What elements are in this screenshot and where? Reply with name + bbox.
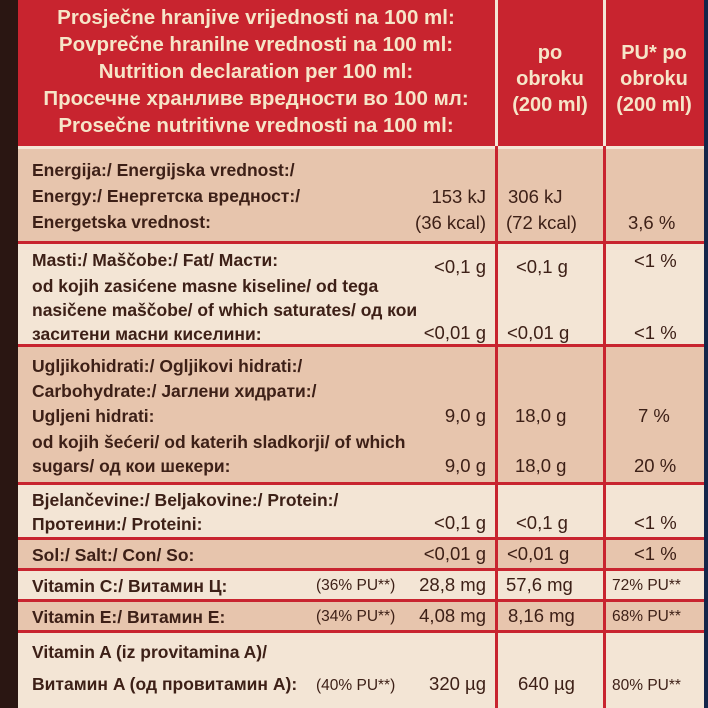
energy-portion-kcal: (72 kcal) bbox=[506, 212, 577, 233]
vitamin-a-label: Vitamin A (iz provitamina A)/ bbox=[32, 642, 267, 662]
nutrition-header bbox=[18, 0, 704, 149]
saturates-pu: <1 % bbox=[634, 322, 677, 343]
fat-portion: <0,1 g bbox=[516, 256, 568, 277]
vitamin-c-label: Vitamin C:/ Витамин Ц: bbox=[32, 576, 228, 596]
vitamin-a-pu: 80% PU** bbox=[612, 677, 681, 694]
row-divider bbox=[18, 537, 704, 540]
row-divider bbox=[18, 568, 704, 571]
vitamin-c-portion: 57,6 mg bbox=[506, 574, 573, 595]
carbs-portion: 18,0 g bbox=[515, 405, 567, 426]
salt-per100: <0,01 g bbox=[423, 543, 486, 564]
saturates-per100: <0,01 g bbox=[423, 322, 486, 343]
header-line: Prosječne hranjive vrijednosti na 100 ml: bbox=[57, 6, 455, 29]
sugars-label: sugars/ од кои шекери: bbox=[32, 456, 231, 476]
row-divider bbox=[18, 482, 704, 485]
carbs-pu: 7 % bbox=[638, 405, 670, 426]
protein-pu: <1 % bbox=[634, 512, 677, 533]
header-line: Nutrition declaration per 100 ml: bbox=[98, 60, 414, 83]
vitamin-c-pu: 72% PU** bbox=[612, 577, 681, 594]
header-pu-column bbox=[606, 40, 702, 118]
sugars-label: od kojih šećeri/ od katerih sladkorji/ of which bbox=[32, 432, 406, 452]
header-col-line: (200 ml) bbox=[616, 94, 692, 116]
fat-label: заситени масни киселини: bbox=[32, 324, 262, 344]
energy-portion-kj: 306 kJ bbox=[508, 186, 563, 207]
saturates-portion: <0,01 g bbox=[507, 322, 570, 343]
header-col-line: PU* po bbox=[621, 42, 687, 64]
header-portion-column bbox=[498, 40, 602, 118]
header-line: Просечне хранливе вредности во 100 мл: bbox=[43, 87, 469, 110]
protein-label: Bjelančevine:/ Beljakovine:/ Protein:/ bbox=[32, 490, 339, 510]
header-col-line: (200 ml) bbox=[512, 94, 588, 116]
column-line-header bbox=[495, 0, 498, 146]
vitamin-e-label: Vitamin E:/ Витамин E: bbox=[32, 607, 226, 627]
fat-per100: <0,1 g bbox=[434, 256, 486, 277]
fat-label: nasičene maščobe/ of which saturates/ од кои bbox=[32, 300, 418, 320]
protein-portion: <0,1 g bbox=[516, 512, 568, 533]
energy-label: Energija:/ Energijska vrednost:/ bbox=[32, 160, 295, 180]
energy-pu: 3,6 % bbox=[628, 212, 676, 233]
energy-label: Energy:/ Енергетска вредност:/ bbox=[32, 186, 301, 206]
vitamin-a-portion: 640 µg bbox=[518, 673, 575, 694]
header-col-line: po bbox=[537, 42, 563, 64]
carbs-label: Ugljeni hidrati: bbox=[32, 406, 155, 426]
vitamin-e-per100: 4,08 mg bbox=[419, 605, 486, 626]
energy-per100-kj: 153 kJ bbox=[431, 186, 486, 207]
carbs-label: Carbohydrate:/ Јаглени хидрати:/ bbox=[32, 381, 317, 401]
fat-pu: <1 % bbox=[634, 250, 677, 271]
header-col-line: obroku bbox=[620, 68, 688, 90]
carbs-per100: 9,0 g bbox=[444, 405, 486, 426]
vitamin-e-portion: 8,16 mg bbox=[508, 605, 575, 626]
header-line: Prosečne nutritivne vrednosti na 100 ml: bbox=[58, 114, 454, 137]
row-divider bbox=[18, 599, 704, 602]
fat-label: od kojih zasićene masne kiseline/ od tega bbox=[32, 276, 379, 296]
vitamin-c-per100: 28,8 mg bbox=[419, 574, 486, 595]
salt-label: Sol:/ Salt:/ Con/ So: bbox=[32, 545, 195, 565]
sugars-portion: 18,0 g bbox=[515, 455, 567, 476]
sugars-per100: 9,0 g bbox=[444, 455, 486, 476]
row-divider bbox=[18, 241, 704, 244]
vitamin-a-per100: 320 µg bbox=[429, 673, 486, 694]
vitamin-a-pct: (40% PU**) bbox=[316, 677, 396, 694]
header-titles bbox=[18, 4, 494, 139]
packaging-edge bbox=[704, 0, 708, 708]
fat-label: Masti:/ Maščobe:/ Fat/ Масти: bbox=[32, 250, 279, 270]
vitamin-e-pu: 68% PU** bbox=[612, 608, 681, 625]
column-line-header bbox=[603, 0, 606, 146]
header-col-line: obroku bbox=[516, 68, 584, 90]
protein-per100: <0,1 g bbox=[434, 512, 486, 533]
salt-pu: <1 % bbox=[634, 543, 677, 564]
nutrition-label bbox=[18, 0, 704, 708]
vitamin-a-label: Витамин A (од провитамин A): bbox=[32, 674, 298, 694]
row-divider bbox=[18, 344, 704, 347]
row-divider bbox=[18, 630, 704, 633]
vitamin-e-pct: (34% PU**) bbox=[316, 608, 396, 625]
vitamin-c-pct: (36% PU**) bbox=[316, 577, 396, 594]
sugars-pu: 20 % bbox=[634, 455, 677, 476]
carbs-label: Ugljikohidrati:/ Ogljikovi hidrati:/ bbox=[32, 356, 303, 376]
header-line: Povprečne hranilne vrednosti na 100 ml: bbox=[58, 33, 454, 56]
protein-label: Протеини:/ Proteini: bbox=[32, 514, 203, 534]
salt-portion: <0,01 g bbox=[507, 543, 570, 564]
energy-per100-kcal: (36 kcal) bbox=[415, 212, 486, 233]
energy-label: Energetska vrednost: bbox=[32, 212, 211, 232]
